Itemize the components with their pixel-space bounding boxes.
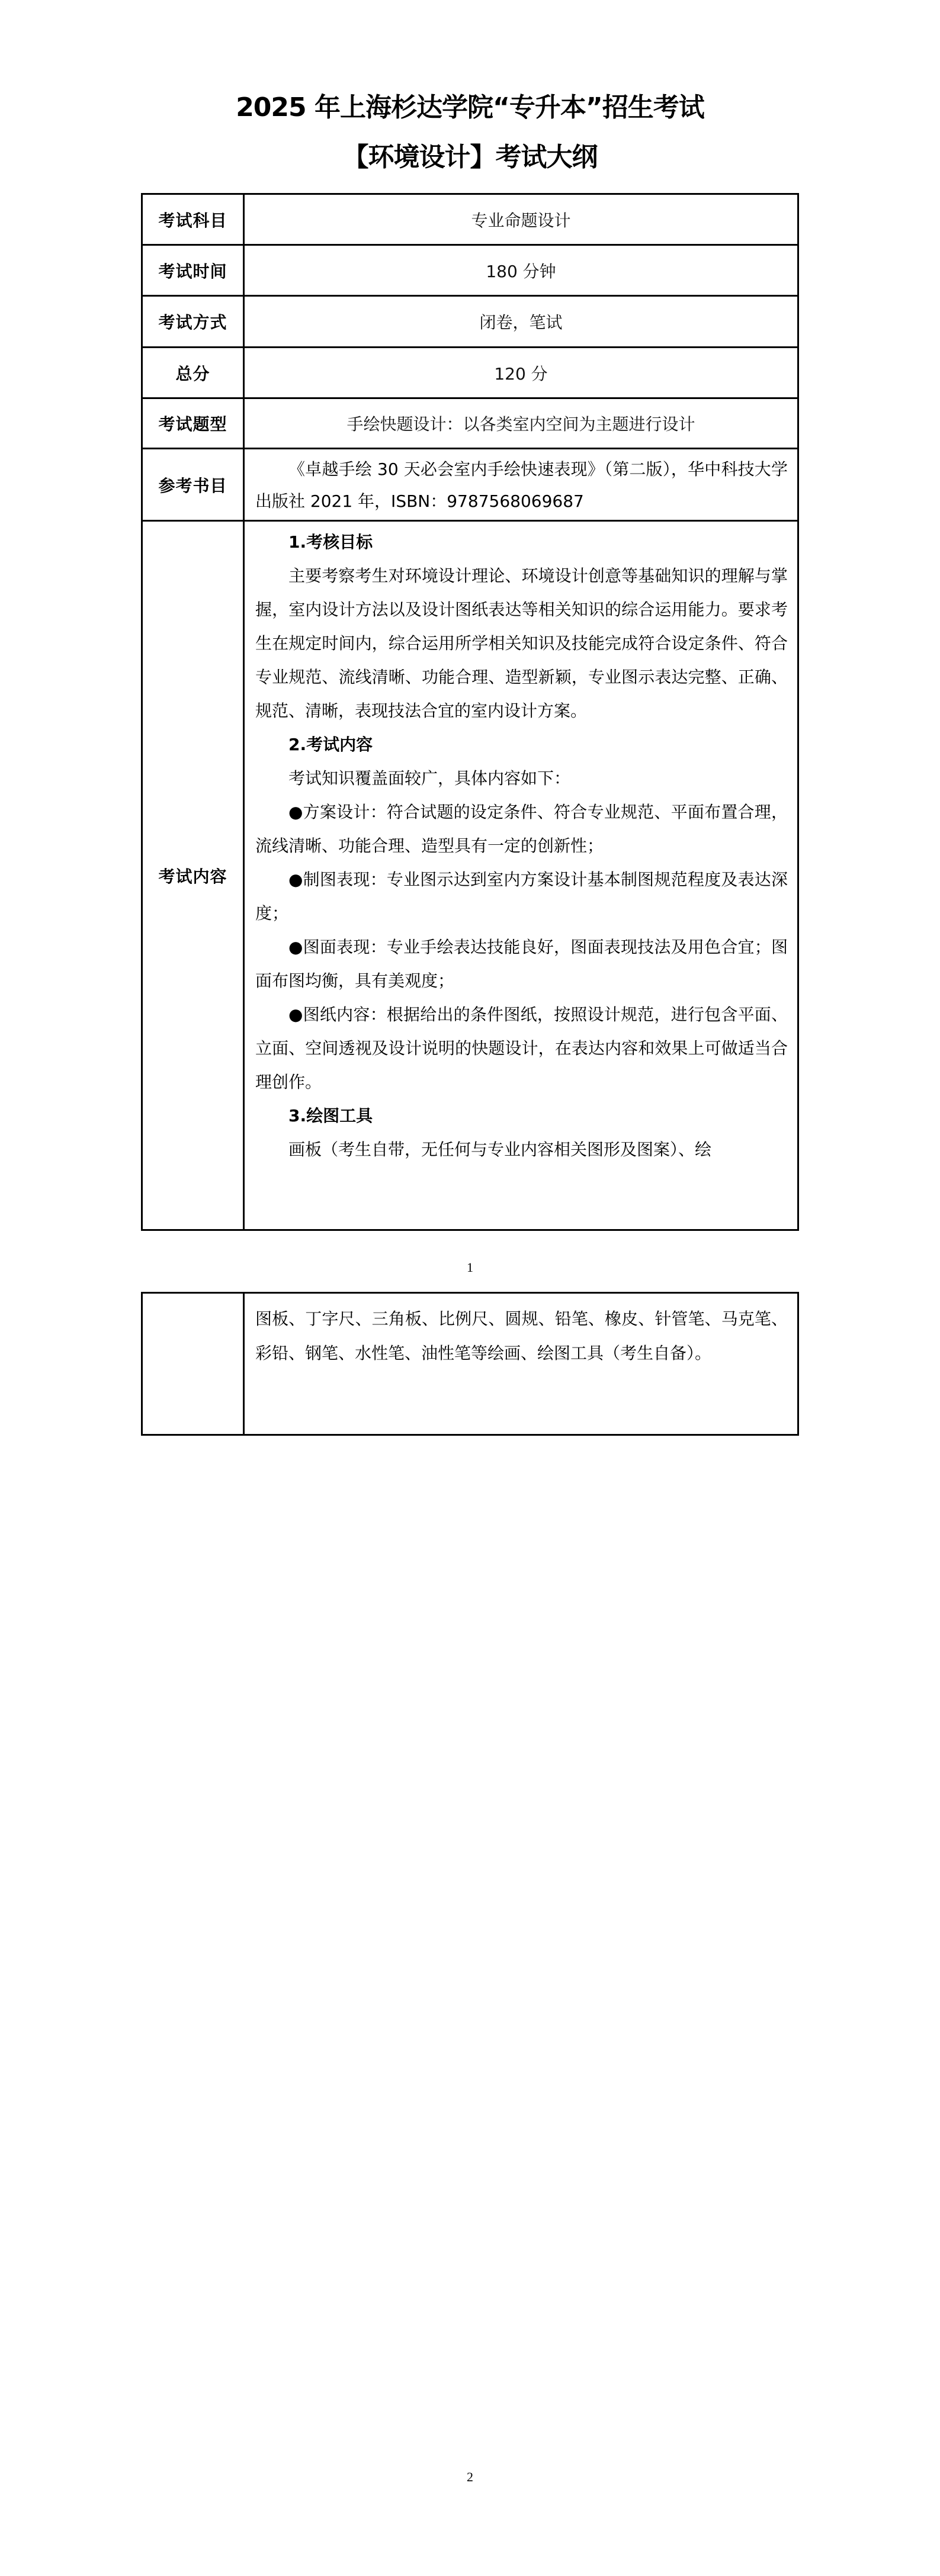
section-intro: 考试知识覆盖面较广，具体内容如下： [288, 768, 571, 788]
row-label: 总分 [142, 348, 244, 398]
section-body: 图板、丁字尺、三角板、比例尺、圆规、铅笔、橡皮、针管笔、马克笔、彩铅、钢笔、水性笔、油性笔等绘画、绘图工具（考生自备）。 [255, 1309, 788, 1363]
table-row-format [142, 296, 798, 348]
exam-outline-table-continued [141, 1292, 799, 1436]
row-value: 闭卷，笔试 [244, 296, 798, 348]
document-title-line2: 【环境设计】考试大纲 [342, 142, 598, 172]
table-row-duration [142, 245, 798, 296]
table-row-subject [142, 194, 798, 245]
bullet-item: ●方案设计：符合试题的设定条件、符合专业规范、平面布置合理，流线清晰、功能合理、造型具有一定的创新性； [255, 802, 788, 856]
row-label: 考试内容 [142, 521, 244, 1230]
bullet-item: ●图纸内容：根据给出的条件图纸，按照设计规范，进行包含平面、立面、空间透视及设计说明的快题设计，在表达内容和效果上可做适当合理创作。 [255, 1005, 788, 1092]
table-row-exam-content [142, 521, 798, 1230]
row-label: 参考书目 [142, 449, 244, 521]
row-label-empty [142, 1293, 244, 1435]
section-heading: 1.考核目标 [288, 532, 373, 552]
section-body: 画板（考生自带，无任何与专业内容相关图形及图案）、绘 [288, 1140, 712, 1159]
exam-content-cell [244, 521, 798, 1230]
row-label: 考试科目 [142, 194, 244, 245]
reference-book-text: 《卓越手绘 30 天必会室内手绘快速表现》（第二版），华中科技大学出版社 2021 年，ISBN：9787568069687 [255, 459, 788, 511]
exam-outline-table [141, 193, 799, 1231]
row-value: 专业命题设计 [244, 194, 798, 245]
page-number: 2 [467, 2469, 473, 2484]
row-value: 180 分钟 [244, 245, 798, 296]
table-row-total-score [142, 348, 798, 398]
exam-content-cell-continued [244, 1293, 798, 1435]
row-value: 120 分 [244, 348, 798, 398]
bullet-item: ●制图表现：专业图示达到室内方案设计基本制图规范程度及表达深度； [255, 870, 788, 923]
page-number: 1 [467, 1260, 473, 1275]
section-heading: 2.考试内容 [288, 735, 373, 754]
row-label: 考试方式 [142, 296, 244, 348]
row-value: 手绘快题设计：以各类室内空间为主题进行设计 [244, 398, 798, 449]
row-label: 考试时间 [142, 245, 244, 296]
section-body: 主要考察考生对环境设计理论、环境设计创意等基础知识的理解与掌握，室内设计方法以及设计图纸表达等相关知识的综合运用能力。要求考生在规定时间内，综合运用所学相关知识及技能完成符合设定条件、符合专业规范、流线清晰、功能合理、造型新颖，专业图示表达完整、正确、规范、清晰，表现技法合宜的室内设计方案。 [255, 566, 788, 721]
table-row-exam-content-continued [142, 1293, 798, 1435]
row-label: 考试题型 [142, 398, 244, 449]
document-title-line1: 2025 年上海杉达学院“专升本”招生考试 [236, 92, 704, 123]
bullet-item: ●图面表现：专业手绘表达技能良好，图面表现技法及用色合宜；图面布图均衡，具有美观度； [255, 937, 788, 990]
section-heading: 3.绘图工具 [288, 1106, 373, 1125]
table-row-reference-books [142, 449, 798, 521]
table-row-question-type [142, 398, 798, 449]
